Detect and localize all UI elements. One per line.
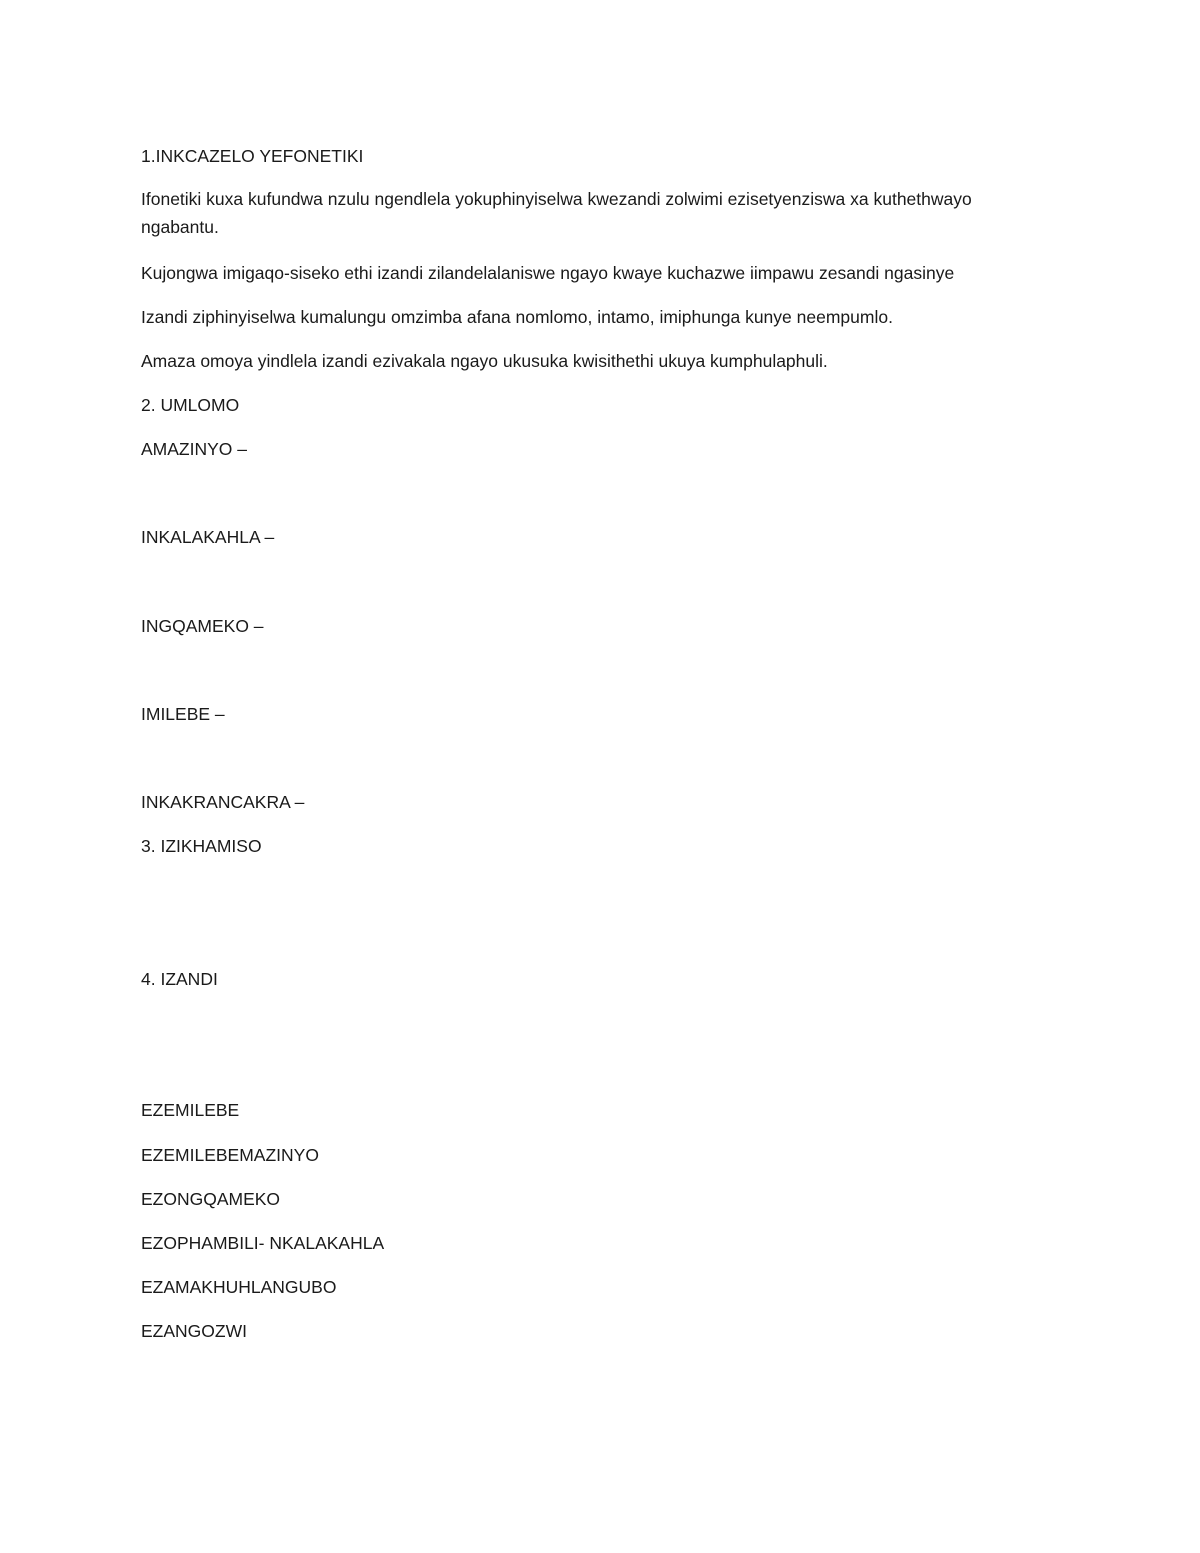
list-item: INGQAMEKO – — [141, 616, 264, 636]
list-item: EZEMILEBEMAZINYO — [141, 1145, 319, 1165]
list-item: EZONGQAMEKO — [141, 1189, 281, 1209]
section-heading-3: 3. IZIKHAMISO — [141, 836, 262, 856]
list-item: INKAKRANCAKRA – — [141, 792, 305, 812]
section-heading-4: 4. IZANDI — [141, 969, 218, 989]
list-item: EZOPHAMBILI- NKALAKAHLA — [141, 1233, 385, 1253]
paragraph-1: Ifonetiki kuxa kufundwa nzulu ngendlela yokuphinyiselwa kwezandi zolwimi ezisetyenziswa xa kuthethwayo ngabantu. — [141, 189, 972, 237]
paragraph-4: Amaza omoya yindlela izandi ezivakala ngayo ukusuka kwisithethi ukuya kumphulaphuli. — [141, 351, 828, 371]
list-item: INKALAKAHLA – — [141, 527, 275, 547]
list-item: EZAMAKHUHLANGUBO — [141, 1277, 337, 1297]
list-item: EZANGOZWI — [141, 1321, 247, 1341]
list-item: AMAZINYO – — [141, 439, 247, 459]
paragraph-2: Kujongwa imigaqo-siseko ethi izandi zilandelalaniswe ngayo kwaye kuchazwe iimpawu zesandi ngasinye — [141, 263, 955, 283]
paragraph-3: Izandi ziphinyiselwa kumalungu omzimba afana nomlomo, intamo, imiphunga kunye neempumlo. — [141, 307, 893, 327]
list-item: EZEMILEBE — [141, 1100, 240, 1120]
section-heading-1: 1.INKCAZELO YEFONETIKI — [141, 146, 364, 166]
list-item: IMILEBE – — [141, 704, 225, 724]
section-heading-2: 2. UMLOMO — [141, 395, 240, 415]
